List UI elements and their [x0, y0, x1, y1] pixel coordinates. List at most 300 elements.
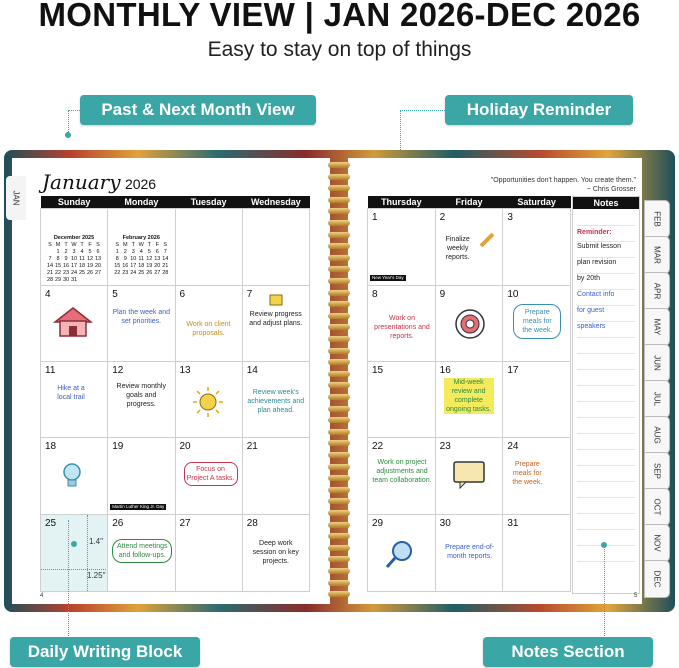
day-cell[interactable] — [41, 362, 108, 438]
day-number: 10 — [507, 289, 519, 300]
tab-oct[interactable] — [644, 488, 670, 526]
speech-bubble-icon — [452, 460, 486, 490]
day-number: 22 — [372, 441, 384, 452]
spiral-ring — [328, 336, 350, 342]
day-note: Review week's achievements and plan ahead. — [247, 389, 305, 414]
tab-label: DEC — [652, 570, 662, 588]
reminder-line: plan revision — [577, 259, 617, 266]
mini-day: 4 — [139, 249, 143, 255]
spiral-ring — [328, 243, 350, 249]
day-number: 25 — [45, 518, 57, 529]
spiral-ring — [328, 174, 350, 180]
mini-day: 2 — [64, 249, 68, 255]
mini-week-row — [46, 263, 102, 270]
day-note: Mid-week review and complete ongoing tasks. — [444, 378, 494, 414]
day-note: Prepare meals for the week. — [513, 304, 561, 339]
mini-day: 12 — [86, 256, 94, 262]
notes-rule — [577, 529, 635, 530]
spiral-ring — [328, 522, 350, 528]
tab-label: AUG — [652, 426, 662, 444]
mini-week-row — [46, 256, 102, 263]
mini-day: 13 — [94, 256, 102, 262]
spiral-ring — [328, 568, 350, 574]
spiral-ring — [328, 510, 350, 516]
mini-day: 27 — [154, 270, 161, 276]
mini-day: 14 — [46, 263, 54, 269]
weekday-header: Wednesday — [242, 196, 309, 209]
day-note: Review monthly goals and progress. — [116, 383, 166, 408]
tab-label: SEP — [652, 462, 662, 480]
day-cell[interactable] — [503, 438, 571, 515]
pencil-icon — [478, 231, 496, 249]
mini-day: 25 — [138, 270, 145, 276]
day-cell[interactable] — [175, 209, 242, 286]
spiral-ring — [328, 394, 350, 400]
day-number: 24 — [507, 441, 519, 452]
tab-label: MAY — [652, 318, 662, 336]
mini-day: 19 — [86, 263, 94, 269]
tab-label: JUN — [652, 355, 662, 371]
day-number: 7 — [246, 289, 253, 300]
mini-weekday-row — [46, 242, 102, 249]
tab-sep[interactable] — [644, 452, 670, 490]
day-cell[interactable] — [175, 362, 242, 438]
mini-weekday: M — [55, 242, 61, 248]
lightbulb-icon — [59, 460, 85, 494]
day-cell[interactable] — [41, 438, 108, 515]
mini-day: 10 — [70, 256, 78, 262]
reminder-title: Reminder: — [577, 229, 612, 236]
day-number: 9 — [439, 289, 446, 300]
tab-aug[interactable] — [644, 416, 670, 454]
mini-day: 26 — [86, 270, 94, 276]
day-note: Attend meetings and follow-ups. — [112, 539, 172, 563]
day-cell[interactable] — [368, 362, 436, 438]
callout-notes: Notes Section — [483, 637, 653, 667]
mini-weekday: T — [131, 242, 135, 248]
tab-may[interactable] — [644, 308, 670, 346]
notes-rule — [577, 225, 635, 226]
mini-week-row — [113, 256, 169, 263]
dimension-height: 1.4" — [89, 537, 103, 546]
day-number: 26 — [112, 518, 124, 529]
day-cell[interactable] — [175, 438, 242, 515]
mini-day: 27 — [94, 270, 102, 276]
reminder-line: Submit lesson — [577, 243, 621, 250]
mini-weekday: T — [80, 242, 84, 248]
day-number: 1 — [372, 212, 378, 223]
notes-rule — [577, 305, 635, 306]
magnifier-icon — [384, 537, 418, 571]
mini-day: 16 — [122, 263, 129, 269]
sun-icon — [192, 386, 224, 418]
mini-day: 20 — [94, 263, 102, 269]
mini-day: 22 — [54, 270, 62, 276]
day-note: Focus on Project A tasks. — [184, 462, 238, 486]
day-cell[interactable] — [368, 438, 436, 515]
notes-rule — [577, 385, 635, 386]
mini-day: 17 — [70, 263, 78, 269]
day-note: Plan the week and set priorities. — [112, 309, 171, 325]
mini-day: 6 — [155, 249, 159, 255]
spiral-ring — [328, 324, 350, 330]
weekday-header: Friday — [435, 196, 503, 209]
mini-day: 8 — [56, 256, 60, 262]
day-number: 20 — [179, 441, 191, 452]
day-cell[interactable] — [242, 362, 309, 438]
spiral-ring — [328, 417, 350, 423]
mini-day: 23 — [62, 270, 70, 276]
spiral-ring — [328, 545, 350, 551]
day-cell[interactable] — [108, 515, 175, 592]
callout-leader-line — [604, 545, 605, 636]
mini-day: 3 — [72, 249, 76, 255]
mini-week-row — [113, 249, 169, 256]
notes-rule — [577, 353, 635, 354]
spiral-ring — [328, 406, 350, 412]
mini-day: 5 — [147, 249, 151, 255]
spiral-ring — [328, 440, 350, 446]
day-number: 6 — [179, 289, 186, 300]
day-number: 23 — [439, 441, 451, 452]
mini-week-row — [113, 263, 169, 270]
day-number: 31 — [507, 518, 519, 529]
callout-daily: Daily Writing Block — [10, 637, 200, 667]
notes-rule — [577, 337, 635, 338]
tab-label: MAR — [652, 246, 662, 264]
mini-weekday: S — [96, 242, 100, 248]
dimension-line — [41, 569, 106, 570]
spiral-ring — [328, 498, 350, 504]
day-cell[interactable] — [175, 286, 242, 362]
notes-rule — [577, 497, 635, 498]
mini-day: 24 — [130, 270, 137, 276]
mini-day: 24 — [70, 270, 78, 276]
month-name: January — [42, 170, 121, 194]
mini-weekday: F — [88, 242, 92, 248]
tab-label: FEB — [652, 211, 662, 227]
notes-rule — [577, 561, 635, 562]
weekday-header: Tuesday — [175, 196, 242, 209]
notes-rule — [577, 289, 635, 290]
day-note: Prepare meals for the week. — [512, 461, 543, 486]
tab-jun[interactable] — [644, 344, 670, 382]
day-cell[interactable] — [435, 515, 503, 592]
mini-day: 9 — [123, 256, 127, 262]
mini-weekday: T — [147, 242, 151, 248]
spiral-ring — [328, 591, 350, 597]
day-number: 30 — [439, 518, 451, 529]
day-note: Work on presentations and reports. — [374, 315, 430, 340]
tab-label: APR — [652, 282, 662, 300]
notes-rule — [577, 257, 635, 258]
month-heading — [42, 170, 156, 194]
spiral-ring — [328, 382, 350, 388]
mini-calendar-cell — [108, 209, 175, 286]
day-note: Review progress and adjust plans. — [249, 311, 303, 327]
day-cell[interactable] — [41, 286, 108, 362]
day-cell[interactable] — [503, 362, 571, 438]
spiral-ring — [328, 185, 350, 191]
spiral-ring — [328, 208, 350, 214]
day-cell[interactable] — [503, 209, 571, 286]
spiral-ring — [328, 475, 350, 481]
mini-day — [94, 277, 102, 284]
day-number: 13 — [179, 365, 191, 376]
mini-day: 28 — [162, 270, 169, 276]
mini-day — [46, 249, 54, 256]
spiral-ring — [328, 533, 350, 539]
tab-jul[interactable] — [644, 380, 670, 418]
spiral-ring — [328, 278, 350, 284]
mini-day: 4 — [80, 249, 84, 255]
notes-section[interactable] — [572, 196, 640, 594]
day-cell[interactable] — [435, 286, 503, 362]
mini-day: 6 — [96, 249, 100, 255]
day-cell[interactable] — [242, 286, 309, 362]
tab-jan[interactable]: JAN — [6, 176, 26, 220]
notes-header: Notes — [573, 197, 639, 209]
page-number-right: 5 — [634, 593, 638, 599]
page-subtitle: Easy to stay on top of things — [207, 38, 472, 61]
spiral-ring — [328, 266, 350, 272]
day-number: 12 — [112, 365, 124, 376]
day-cell[interactable] — [435, 438, 503, 515]
month-year: 2026 — [124, 176, 157, 192]
spiral-ring — [328, 371, 350, 377]
spiral-ring — [328, 429, 350, 435]
mini-day: 2 — [123, 249, 127, 255]
quote-text: "Opportunities don't happen. You create them." — [490, 177, 636, 184]
mini-day: 18 — [138, 263, 145, 269]
day-cell[interactable] — [368, 515, 436, 592]
day-note: Hike at a local trail — [57, 385, 85, 401]
tab-nov[interactable] — [644, 524, 670, 562]
calendar-right — [367, 196, 571, 592]
mini-weekday: S — [115, 242, 120, 248]
mini-weekday: S — [48, 242, 52, 248]
day-cell[interactable] — [41, 515, 108, 592]
mini-day: 20 — [154, 263, 161, 269]
callout-dot — [71, 541, 77, 547]
spiral-ring — [328, 220, 350, 226]
mini-day: 22 — [114, 270, 121, 276]
mini-day — [78, 277, 86, 284]
mini-week-row — [46, 249, 102, 256]
callout-leader-line — [400, 110, 445, 111]
day-number: 3 — [507, 212, 513, 223]
tab-apr[interactable] — [644, 272, 670, 310]
notes-rule — [577, 241, 635, 242]
weekday-header: Saturday — [503, 196, 571, 209]
notes-rule — [577, 513, 635, 514]
mini-day: 8 — [115, 256, 119, 262]
notes-rule — [577, 321, 635, 322]
spiral-ring — [328, 255, 350, 261]
notes-rule — [577, 449, 635, 450]
calendar-left — [40, 196, 310, 592]
mini-day: 16 — [62, 263, 70, 269]
mini-day: 1 — [56, 249, 60, 255]
mini-day: 17 — [130, 263, 137, 269]
day-number: 11 — [45, 365, 56, 376]
mini-day: 21 — [162, 263, 169, 269]
mini-day: 10 — [130, 256, 137, 262]
mini-week-row — [46, 270, 102, 277]
spiral-ring — [328, 162, 350, 168]
sticky-note-icon — [269, 294, 283, 306]
day-number: 18 — [45, 441, 57, 452]
day-cell[interactable] — [175, 515, 242, 592]
weekday-header: Thursday — [368, 196, 436, 209]
mini-day: 15 — [114, 263, 121, 269]
day-note: Work on client proposals. — [186, 321, 231, 337]
day-number: 15 — [372, 365, 384, 376]
day-number: 8 — [372, 289, 378, 300]
mini-week-row — [113, 270, 169, 277]
day-note: Prepare end-of-month reports. — [445, 544, 495, 560]
day-cell[interactable] — [108, 438, 175, 515]
notes-rule — [577, 401, 635, 402]
tab-feb[interactable] — [644, 200, 670, 238]
spiral-ring — [328, 452, 350, 458]
callout-dot — [601, 542, 607, 548]
page-title: MONTHLY VIEW | JAN 2026-DEC 2026 — [38, 0, 641, 33]
notes-rule — [577, 273, 635, 274]
tab-label: OCT — [652, 498, 662, 516]
notes-rule — [577, 433, 635, 434]
page-number-left: 4 — [40, 593, 44, 599]
day-cell[interactable] — [242, 438, 309, 515]
spiral-ring — [328, 232, 350, 238]
mini-weekday: F — [155, 242, 159, 248]
mini-weekday: S — [163, 242, 168, 248]
mini-weekday-row — [113, 242, 169, 249]
reminder-line: for guest — [577, 307, 605, 314]
spiral-binding — [328, 156, 350, 606]
spiral-ring — [328, 348, 350, 354]
mini-weekday: T — [64, 242, 68, 248]
house-icon — [53, 306, 93, 338]
mini-weekday: W — [138, 242, 144, 248]
weekday-header: Monday — [108, 196, 175, 209]
mini-day: 11 — [138, 256, 145, 262]
mini-day: 3 — [131, 249, 135, 255]
day-number: 2 — [439, 212, 446, 223]
day-cell[interactable] — [368, 209, 436, 286]
callout-holiday: Holiday Reminder — [445, 95, 633, 125]
notes-rule — [577, 417, 635, 418]
day-number: 27 — [179, 518, 191, 529]
callout-dot — [65, 132, 71, 138]
spiral-ring — [328, 301, 350, 307]
spiral-ring — [328, 197, 350, 203]
day-number: 5 — [112, 289, 118, 300]
mini-day: 18 — [78, 263, 86, 269]
day-cell[interactable] — [503, 515, 571, 592]
mini-day: 30 — [62, 277, 70, 283]
mini-day: 12 — [146, 256, 153, 262]
day-note: Deep work session on key projects. — [252, 540, 299, 565]
mini-day: 28 — [46, 277, 54, 283]
tab-mar[interactable] — [644, 236, 670, 274]
day-number: 19 — [112, 441, 124, 452]
day-number: 17 — [507, 365, 519, 376]
mini-week-row — [46, 277, 102, 284]
day-number: 4 — [45, 289, 51, 300]
day-cell[interactable] — [108, 362, 175, 438]
mini-day: 7 — [48, 256, 52, 262]
mini-weekday: W — [71, 242, 77, 248]
mini-calendar-dec: December 2025 S M T W T F S 1 2 3 4 5 6 7 8 9 10 11 12 13 14 15 16 17 18 19 20 21 22 23 24 25 26 27 28 29 30 31 — [46, 235, 102, 283]
spiral-ring — [328, 290, 350, 296]
mini-day: 21 — [46, 270, 54, 276]
day-cell[interactable] — [108, 286, 175, 362]
mini-calendar-cell — [41, 209, 108, 286]
day-cell[interactable] — [435, 362, 503, 438]
weekday-header: Sunday — [41, 196, 108, 209]
target-icon — [452, 306, 488, 342]
notes-rule — [577, 369, 635, 370]
spiral-ring — [328, 359, 350, 365]
mini-weekday: M — [122, 242, 128, 248]
mini-day: 25 — [78, 270, 86, 276]
callout-leader-line — [68, 110, 80, 111]
day-cell[interactable] — [503, 286, 571, 362]
day-number: 21 — [246, 441, 258, 452]
mini-day: 31 — [70, 277, 78, 283]
notes-rule — [577, 481, 635, 482]
holiday-label: Martin Luther King Jr. Day — [112, 504, 165, 509]
reminder-line: speakers — [577, 323, 606, 330]
reminder-line: Contact info — [577, 291, 615, 298]
notes-rule — [577, 465, 635, 466]
mini-day: 1 — [115, 249, 119, 255]
spiral-ring — [328, 313, 350, 319]
mini-day: 14 — [162, 256, 169, 262]
callout-past-next: Past & Next Month View — [80, 95, 316, 125]
tab-label: JUL — [652, 391, 662, 407]
tab-label: NOV — [652, 534, 662, 552]
day-note: Finalize weekly reports. — [445, 236, 470, 261]
mini-day: 26 — [146, 270, 153, 276]
mini-day: 5 — [88, 249, 92, 255]
day-cell[interactable] — [242, 209, 309, 286]
day-cell[interactable] — [242, 515, 309, 592]
tab-dec[interactable] — [644, 560, 670, 598]
spiral-ring — [328, 556, 350, 562]
mini-day: 23 — [122, 270, 129, 276]
spiral-ring — [328, 580, 350, 586]
spiral-ring — [328, 487, 350, 493]
day-number: 29 — [372, 518, 384, 529]
day-cell[interactable] — [435, 209, 503, 286]
callout-leader-line — [68, 110, 69, 134]
mini-day — [86, 277, 94, 284]
spiral-ring — [328, 464, 350, 470]
day-number: 16 — [439, 365, 451, 376]
mini-day: 19 — [146, 263, 153, 269]
callout-leader-line — [68, 520, 69, 636]
mini-calendar-feb: February 2026 S M T W T F S 1 2 3 4 5 6 7 8 9 10 11 12 13 14 15 16 17 18 19 20 21 22 23 24 25 26 27 28 — [114, 235, 169, 276]
day-cell[interactable] — [368, 286, 436, 362]
quote-author: ~ Chris Grosser — [586, 186, 636, 193]
mini-day: 9 — [64, 256, 68, 262]
day-note: Work on project adjustments and team collaboration. — [372, 459, 432, 484]
mini-day: 7 — [163, 249, 167, 255]
dimension-width: 1.25" — [87, 571, 106, 580]
mini-day: 13 — [154, 256, 161, 262]
